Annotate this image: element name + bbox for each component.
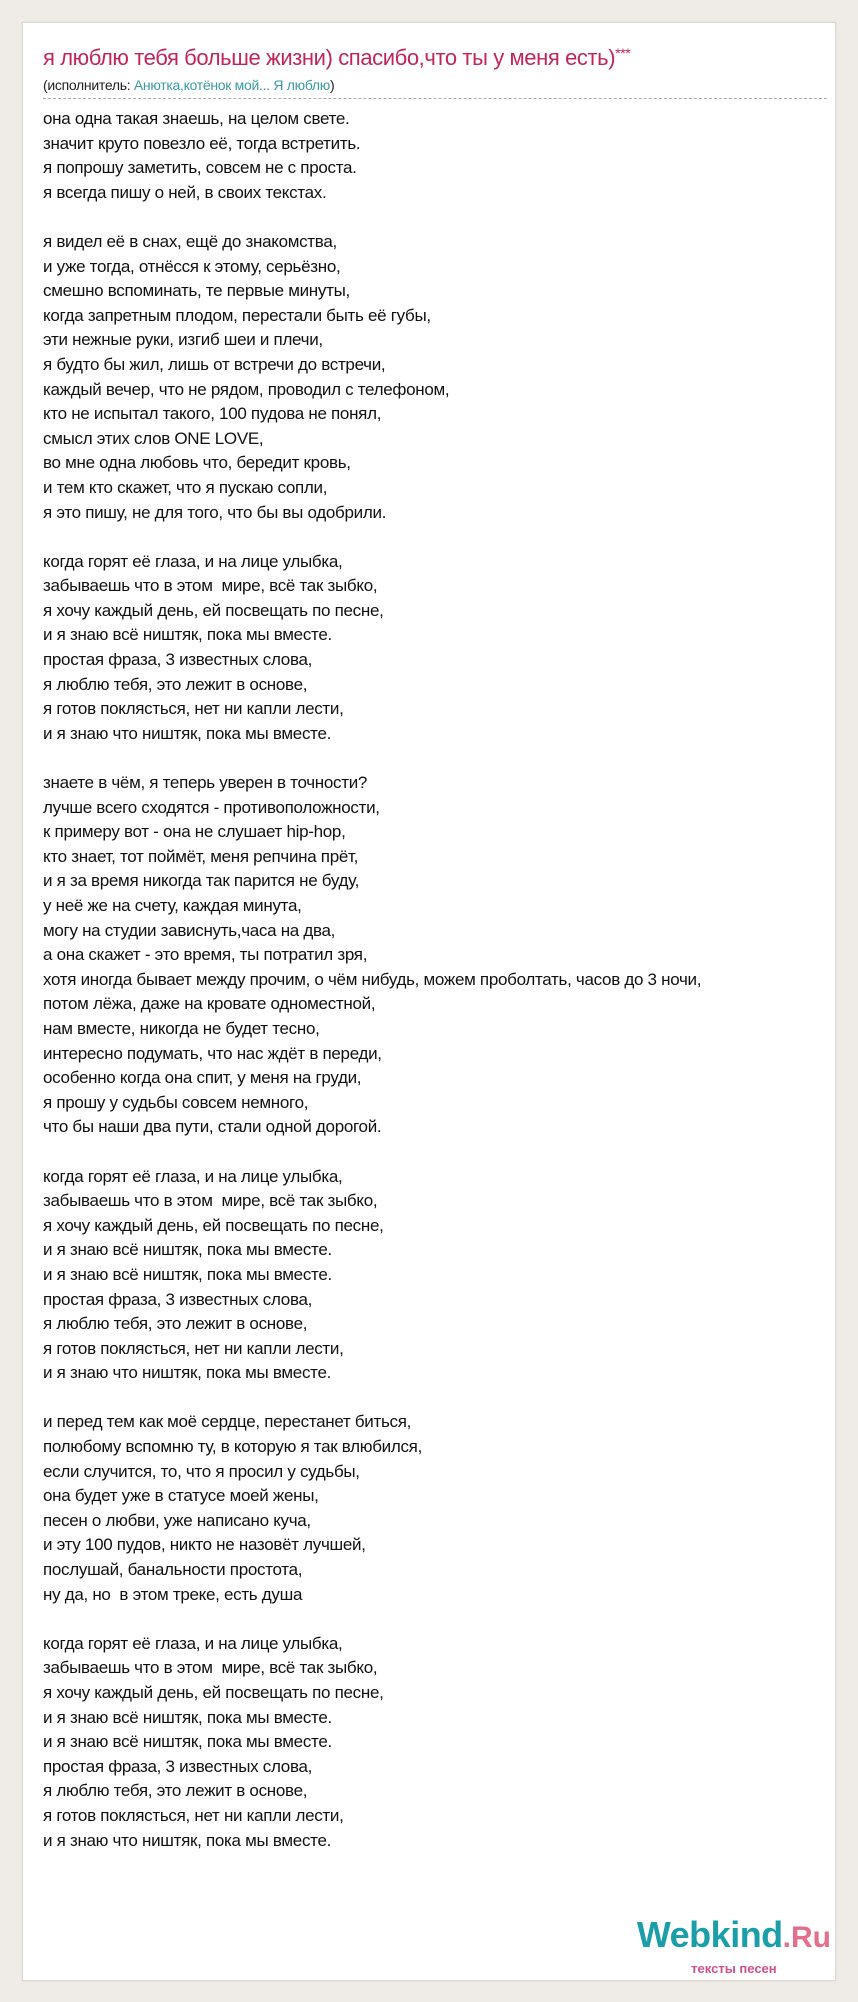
logo-main: Webkind (636, 1914, 783, 1955)
site-logo[interactable] (636, 1914, 831, 1976)
logo-tagline: тексты песен (691, 1961, 777, 1976)
artist-label: (исполнитель: (43, 77, 134, 93)
lyrics-panel (22, 22, 836, 1981)
logo-tld: .Ru (782, 1921, 831, 1954)
song-title (43, 45, 630, 71)
artist-link[interactable]: Анютка,котёнок мой... Я люблю (133, 77, 330, 93)
artist-suffix: ) (329, 77, 335, 93)
logo-wordmark (636, 1914, 831, 1961)
divider (43, 98, 827, 99)
lyrics-text: она одна такая знаешь, на целом свете. значит круто повезло её, тогда встретить. я попрошу заметить, совсем не с проста. я всегда пишу о ней, в своих текстах. я видел её в снах, ещё до знакомства, и уже тогда, отнёсся к этому, серьёзно, смешно вспоминать, те первые минуты, когда запретным плодом, перестали быть её губы, эти нежные руки, изгиб шеи и плечи, я будто бы жил, лишь от встречи до встречи, каждый вечер, что не рядом, проводил с телефоном, кто не испытал такого, 100 пудова не понял, смысл этих слов ONE LOVE, во мне одна любовь что, бередит кровь, и тем кто скажет, что я пускаю сопли, я это пишу, не для того, что бы вы одобрили. когда горят её глаза, и на лице улыбка, забываешь что в этом мире, всё так зыбко, я хочу каждый день, ей посвещать по песне, и я знаю всё ништяк, пока мы вместе. простая фраза, 3 известных слова, я люблю тебя, это лежит в основе, я готов поклясться, нет ни капли лести, и я знаю что ништяк, пока мы вместе. знаете в чём, я теперь уверен в точности? лучше всего сходятся - противоположности, к примеру вот - она не слушает hip-hop, кто знает, тот поймёт, меня репчина прёт, и я за время никогда так парится не буду, у неё же на счету, каждая минута, могу на студии зависнуть,часа на два, а она скажет - это время, ты потратил зря, хотя иногда бывает между прочим, о чём нибудь, можем проболтать, часов до 3 ночи, потом лёжа, даже на кровате одноместной, нам вместе, никогда не будет тесно, интересно подумать, что нас ждёт в переди, особенно когда она спит, у меня на груди, я прошу у судьбы совсем немного, что бы наши два пути, стали одной дорогой. когда горят её глаза, и на лице улыбка, забываешь что в этом мире, всё так зыбко, я хочу каждый день, ей посвещать по песне, и я знаю всё ништяк, пока мы вместе. и я знаю всё ништяк, пока мы вместе. простая фраза, 3 известных слова, я люблю тебя, это лежит в основе, я готов поклясться, нет ни капли лести, и я знаю что ништяк, пока мы вместе. и перед тем как моё сердце, перестанет биться, полюбому вспомню ту, в которую я так влюбился, если случится, то, что я просил у судьбы, она будет уже в статусе моей жены, песен о любви, уже написано куча, и эту 100 пудов, никто не назовёт лучшей, послушай, банальности простота, ну да, но в этом треке, есть душа когда горят её глаза, и на лице улыбка, забываешь что в этом мире, всё так зыбко, я хочу каждый день, ей посвещать по песне, и я знаю всё ништяк, пока мы вместе. и я знаю всё ништяк, пока мы вместе. простая фраза, 3 известных слова, я люблю тебя, это лежит в основе, я готов поклясться, нет ни капли лести, и я знаю что ништяк, пока мы вместе. (43, 109, 702, 1850)
artist-line (43, 77, 334, 93)
song-title-text: я люблю тебя больше жизни) спасибо,что ты у меня есть) (43, 45, 616, 70)
song-title-stars: *** (615, 45, 631, 61)
